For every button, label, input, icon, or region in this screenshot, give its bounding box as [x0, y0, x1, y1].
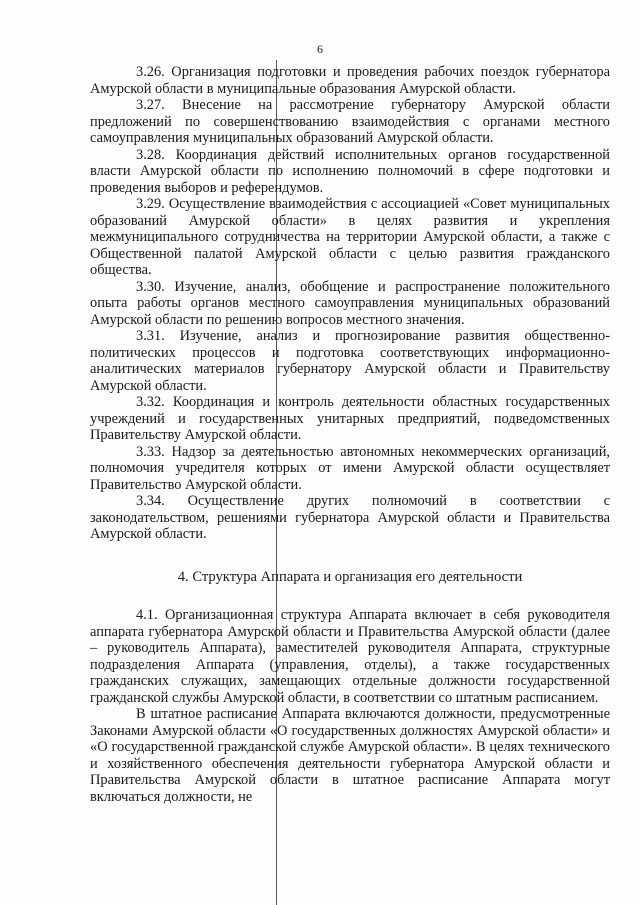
paragraph-3-30: 3.30. Изучение, анализ, обобщение и распространение положительного опыта работы органов местного самоуправления муниципальных образований Амурской области по решению вопросов местного значения.: [90, 278, 610, 328]
paragraph-3-31: 3.31. Изучение, анализ и прогнозирование развития общественно-политических процессов и подготовка соответствующих информационно-аналитических материалов губернатору Амурской области и Правительству Амурской области.: [90, 328, 610, 394]
document-body: [90, 64, 610, 805]
paragraph-3-27: 3.27. Внесение на рассмотрение губернатору Амурской области предложений по совершенствованию взаимодействия с органами местного самоуправления муниципальных образований Амурской области.: [90, 97, 610, 146]
page-number: 6: [317, 42, 323, 56]
paragraph-3-34: 3.34. Осуществление других полномочий в соответствии с законодательством, решениями губернатора Амурской области и Правительства Амурской области.: [90, 493, 610, 542]
paragraph-3-28: 3.28. Координация действий исполнительных органов государственной власти Амурской области по исполнению полномочий в сфере подготовки и проведения выборов и референдумов.: [90, 146, 610, 196]
paragraph-3-29: 3.29. Осуществление взаимодействия с ассоциацией «Совет муниципальных образований Амурской области» в целях развития и укрепления межмуниципального сотрудничества на территории Амурской области, а также с Общественной палатой Амурской области с целью развития гражданского общества.: [90, 196, 610, 278]
paragraph-3-32: 3.32. Координация и контроль деятельности областных государственных учреждений и государственных унитарных предприятий, подведомственных Правительству Амурской области.: [90, 394, 610, 443]
paragraph-3-26: 3.26. Организация подготовки и проведения рабочих поездок губернатора Амурской области в муниципальные образования Амурской области.: [90, 64, 610, 97]
paragraph-3-33: 3.33. Надзор за деятельностью автономных некоммерческих организаций, полномочия учредителя которых от имени Амурской области осуществляет Правительство Амурской области.: [90, 443, 610, 493]
paragraph-staffing: В штатное расписание Аппарата включаются должности, предусмотренные Законами Амурской области «О государственных должностях Амурской области» и «О государственной гражданской службе Амурской области». В целях технического и хозяйственного обеспечения деятельности губернатора Амурской области и Правительства Амурской области в штатное расписание Аппарата могут включаться должности, не: [90, 706, 610, 805]
paragraph-4-1: 4.1. Организационная структура Аппарата включает в себя руководителя аппарата губернатора Амурской области и Правительства Амурской области (далее – руководитель Аппарата), заместителей руководителя Аппарата, структурные подразделения Аппарата (управления, отделы), а также государственных гражданских служащих, замещающих отдельные должности государственной гражданской службы Амурской области, в соответствии со штатным расписанием.: [90, 607, 610, 706]
section-heading: 4. Структура Аппарата и организация его деятельности: [177, 568, 523, 585]
